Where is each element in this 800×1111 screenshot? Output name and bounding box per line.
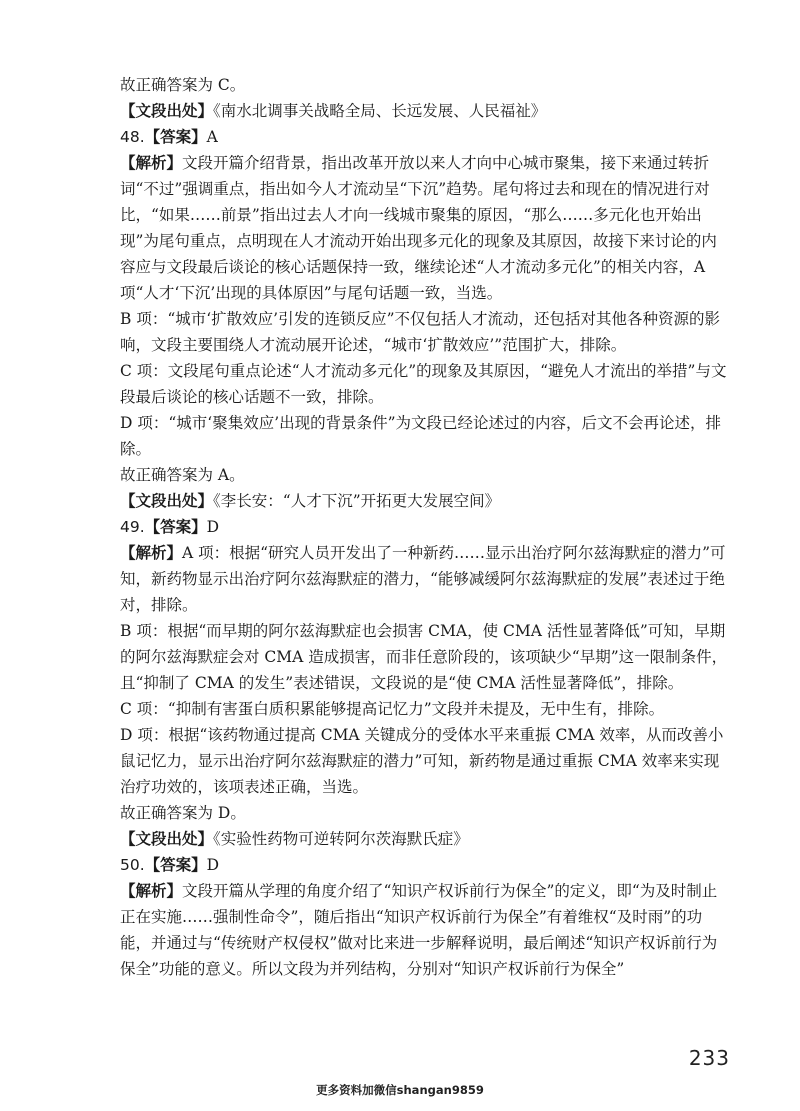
source-tag: 【文段出处】 — [120, 492, 214, 510]
question-49-source — [120, 826, 732, 852]
source-text: 《南水北调事关战略全局、长远发展、人民福祉》 — [213, 102, 547, 120]
question-49-option-c — [120, 696, 732, 722]
source-tag: 【文段出处】 — [120, 830, 214, 848]
option-c-text: C 项：文段尾句重点论述“人才流动多元化”的现象及其原因，“避免人才流出的举措”与文段最后谈论的核心话题不一致，排除。 — [120, 362, 727, 406]
question-49-option-d — [120, 722, 732, 800]
analysis-tag: 【解析】 — [120, 544, 183, 562]
analysis-tag: 【解析】 — [120, 882, 183, 900]
document-body — [120, 72, 732, 982]
question-48-option-c — [120, 358, 732, 410]
conclusion-text: 故正确答案为 C。 — [120, 76, 246, 94]
question-number: 49. — [120, 518, 145, 536]
question-48-analysis — [120, 150, 732, 306]
source-tag: 【文段出处】 — [120, 102, 214, 120]
option-b-text: B 项：根据“而早期的阿尔兹海默症也会损害 CMA，使 CMA 活性显著降低”可知，早期的阿尔兹海默症会对 CMA 造成损害，而非任意阶段的，该项缺少“早期”这一限制条件，且“抑制了 CMA 的发生”表述错误，文段说的是“使 CMA 活性显著降低”，排除。 — [120, 622, 728, 692]
analysis-tag: 【解析】 — [120, 154, 183, 172]
source-text: 《李长安：“人才下沉”开拓更大发展空间》 — [213, 492, 501, 510]
option-c-text: C 项：“抑制有害蛋白质积累能够提高记忆力”文段并未提及，无中生有，排除。 — [120, 700, 665, 718]
question-48-answer — [120, 124, 732, 150]
answer-tag: 【答案】 — [144, 856, 207, 874]
analysis-text: 文段开篇从学理的角度介绍了“知识产权诉前行为保全”的定义，即“为及时制止正在实施……强制性命令”，随后指出“知识产权诉前行为保全”有着维权“及时雨”的功能，并通过与“传统财产权侵权”做对比来进一步解释说明，最后阐述“知识产权诉前行为保全”功能的意义。所以文段为并列结构，分别对“知识产权诉前行为保全” — [120, 882, 718, 978]
option-a-text: A 项：根据“研究人员开发出了一种新药……显示出治疗阿尔兹海默症的潜力”可知，新药物显示出治疗阿尔兹海默症的潜力，“能够减缓阿尔兹海默症的发展”表述过于绝对，排除。 — [120, 544, 726, 614]
conclusion-text: 故正确答案为 D。 — [120, 804, 246, 822]
answer-value: D — [206, 856, 220, 874]
question-49-answer — [120, 514, 732, 540]
answer-tag: 【答案】 — [144, 128, 207, 146]
question-48-option-b — [120, 306, 732, 358]
conclusion-text: 故正确答案为 A。 — [120, 466, 245, 484]
page-number: 233 — [688, 1046, 730, 1070]
option-d-text: D 项：“城市‘聚集效应’出现的背景条件”为文段已经论述过的内容，后文不会再论述，排除。 — [120, 414, 722, 458]
paragraph-prev-conclusion — [120, 72, 732, 98]
question-49-option-b — [120, 618, 732, 696]
question-48-source — [120, 488, 732, 514]
paragraph-prev-source — [120, 98, 732, 124]
answer-tag: 【答案】 — [144, 518, 207, 536]
question-number: 50. — [120, 856, 145, 874]
question-number: 48. — [120, 128, 145, 146]
question-49-analysis — [120, 540, 732, 618]
question-49-conclusion — [120, 800, 732, 826]
source-text: 《实验性药物可逆转阿尔茨海默氏症》 — [213, 830, 469, 848]
question-48-conclusion — [120, 462, 732, 488]
analysis-text: 文段开篇介绍背景，指出改革开放以来人才向中心城市聚集，接下来通过转折词“不过”强调重点，指出如今人才流动呈“下沉”趋势。尾句将过去和现在的情况进行对比，“如果……前景”指出过去人才向一线城市聚集的原因，“那么……多元化也开始出现”为尾句重点，点明现在人才流动开始出现多元化的现象及其原因，故接下来讨论的内容应与文段最后谈论的核心话题保持一致，继续论述“人才流动多元化”的相关内容，A 项“人才‘下沉’出现的具体原因”与尾句话题一致，当选。 — [120, 154, 717, 302]
answer-value: A — [206, 128, 218, 146]
option-b-text: B 项：“城市‘扩散效应’引发的连锁反应”不仅包括人才流动，还包括对其他各种资源的影响，文段主要围绕人才流动展开论述，“城市‘扩散效应’”范围扩大，排除。 — [120, 310, 721, 354]
option-d-text: D 项：根据“该药物通过提高 CMA 关键成分的受体水平来重振 CMA 效率，从而改善小鼠记忆力，显示出治疗阿尔兹海默症的潜力”可知，新药物是通过重振 CMA 效率来实现治疗功效的，该项表述正确，当选。 — [120, 726, 724, 796]
answer-value: D — [206, 518, 220, 536]
question-50-analysis — [120, 878, 732, 982]
question-50-answer — [120, 852, 732, 878]
footer-note: 更多资料加微信shangan9859 — [316, 1083, 484, 1097]
question-48-option-d — [120, 410, 732, 462]
